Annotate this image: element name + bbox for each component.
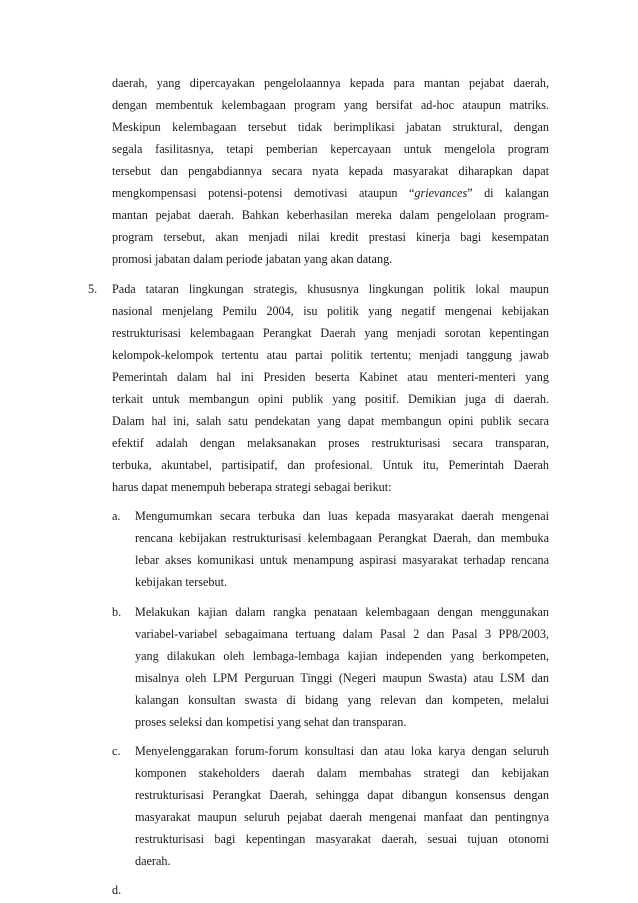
- text-line: segala fasilitasnya, tetapi pemberian kepercayaan untuk mengelola program: [112, 142, 549, 156]
- sub-item-marker: b.: [112, 605, 122, 619]
- text-line: rencana kebijakan restrukturisasi kelembagaan Perangkat Daerah, dan membuka: [135, 531, 549, 545]
- text-line: promosi jabatan dalam periode jabatan yang akan datang.: [112, 252, 393, 266]
- text-segment: mengkompensasi potensi-potensi demotivasi ataupun “: [112, 186, 415, 200]
- list-number: 5.: [88, 282, 98, 296]
- text-line: Pemerintah dalam hal ini Presiden beserta Kabinet atau menteri-menteri yang: [112, 370, 549, 384]
- italic-term: grievances: [414, 186, 468, 200]
- text-line: harus dapat menempuh beberapa strategi sebagai berikut:: [112, 480, 392, 494]
- text-line: Melakukan kajian dalam rangka penataan kelembagaan dengan menggunakan: [135, 605, 549, 619]
- text-line: Menyelenggarakan forum-forum konsultasi dan atau loka karya dengan seluruh: [135, 744, 549, 758]
- text-line: restrukturisasi bagi kepentingan masyarakat daerah, sesuai tujuan otonomi: [135, 832, 549, 846]
- text-line: lebar akses komunikasi untuk menampung aspirasi masyarakat terhadap rencana: [135, 553, 549, 567]
- text-line: proses seleksi dan kompetisi yang sehat dan transparan.: [135, 715, 407, 729]
- text-line: tersebut dan pengabdiannya secara nyata kepada masyarakat diharapkan dapat: [112, 164, 549, 178]
- text-line: dengan membentuk kelembagaan program yang bersifat ad-hoc ataupun matriks.: [112, 98, 549, 112]
- text-line: terbuka, akuntabel, partisipatif, dan profesional. Untuk itu, Pemerintah Daerah: [112, 458, 549, 472]
- text-line: kelompok-kelompok tertentu atau partai politik tertentu; menjadi tanggung jawab: [112, 348, 549, 362]
- text-line: variabel-variabel sebagaimana tertuang dalam Pasal 2 dan Pasal 3 PP8/2003,: [135, 627, 549, 641]
- text-line: efektif adalah dengan melaksanakan proses restrukturisasi secara transparan,: [112, 436, 549, 450]
- text-line: program tersebut, akan menjadi nilai kredit prestasi kinerja bagi kesempatan: [112, 230, 549, 244]
- sub-item-marker: d.: [112, 883, 122, 897]
- text-line: masyarakat maupun seluruh pejabat daerah mengenai manfaat dan pentingnya: [135, 810, 549, 824]
- text-line: restrukturisasi Perangkat Daerah, sehingga dapat dibangun konsensus dengan: [135, 788, 549, 802]
- text-line: kalangan konsultan swasta di bidang yang relevan dan kompeten, melalui: [135, 693, 549, 707]
- text-line: daerah.: [135, 854, 171, 868]
- text-line: Mengumumkan secara terbuka dan luas kepada masyarakat daerah mengenai: [135, 509, 549, 523]
- text-line: Meskipun kelembagaan tersebut tidak berimplikasi jabatan struktural, dengan: [112, 120, 549, 134]
- text-line: yang dilakukan oleh lembaga-lembaga kajian independen yang berkompeten,: [135, 649, 549, 663]
- text-line: Dalam hal ini, salah satu pendekatan yang dapat membangun opini publik secara: [112, 414, 549, 428]
- text-line: Pada tataran lingkungan strategis, khususnya lingkungan politik lokal maupun: [112, 282, 549, 296]
- text-line: nasional menjelang Pemilu 2004, isu politik yang negatif mengenai kebijakan: [112, 304, 549, 318]
- text-line: daerah, yang dipercayakan pengelolaannya kepada para mantan pejabat daerah,: [112, 76, 549, 90]
- text-segment: ” di kalangan: [467, 186, 549, 200]
- sub-item-marker: a.: [112, 509, 121, 523]
- text-line: restrukturisasi kelembagaan Perangkat Daerah yang menjadi sorotan kepentingan: [112, 326, 549, 340]
- text-line: misalnya oleh LPM Perguruan Tinggi (Negeri maupun Swasta) atau LSM dan: [135, 671, 549, 685]
- text-line: [112, 185, 549, 201]
- sub-item-marker: c.: [112, 744, 121, 758]
- text-line: terkait untuk membangun opini publik yang positif. Demikian juga di daerah.: [112, 392, 549, 406]
- text-line: mantan pejabat daerah. Bahkan keberhasilan mereka dalam pengelolaan program-: [112, 208, 549, 222]
- text-line: komponen stakeholders daerah dalam membahas strategi dan kebijakan: [135, 766, 549, 780]
- text-line: kebijakan tersebut.: [135, 575, 228, 589]
